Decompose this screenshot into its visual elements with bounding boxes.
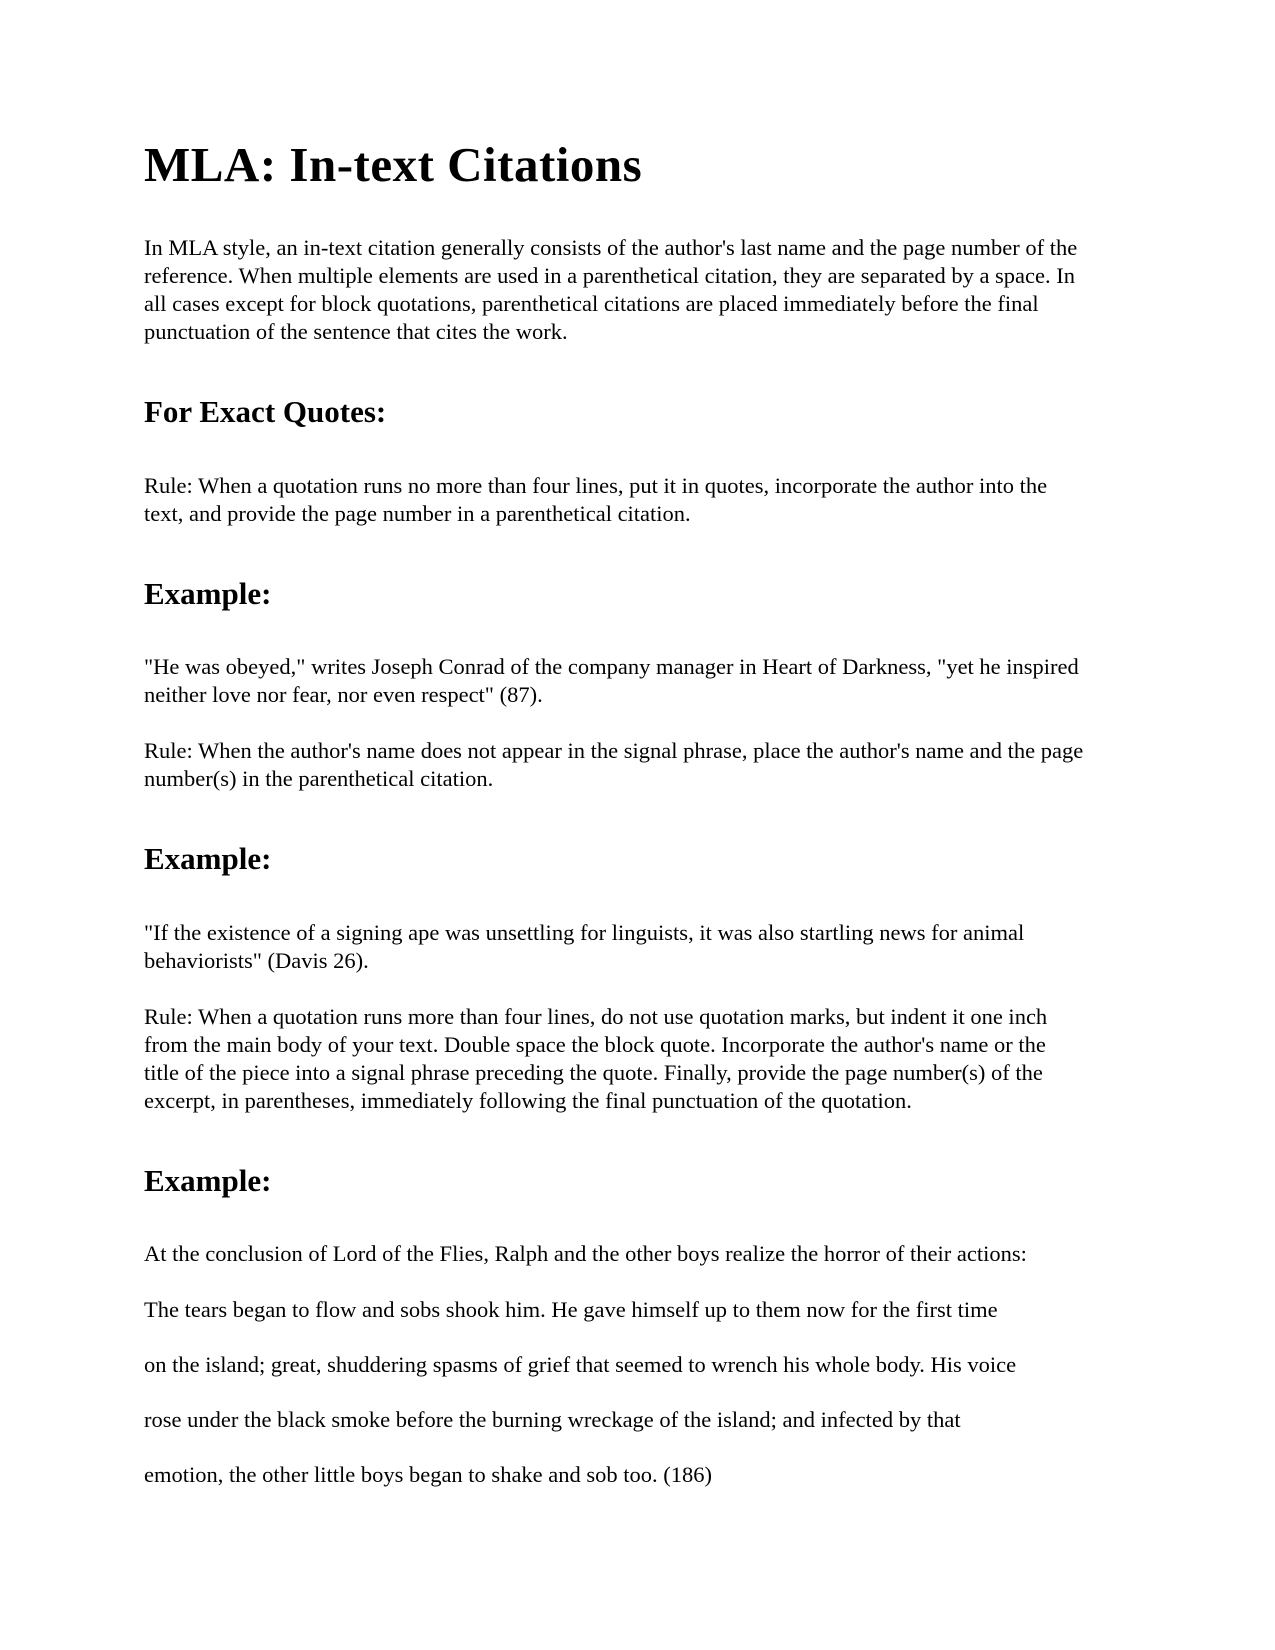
block-quote-line: rose under the black smoke before the burning wreckage of the island; and infected by that bbox=[144, 1407, 961, 1433]
heading-example-2: Example: bbox=[144, 841, 272, 877]
example-conrad-paragraph: "He was obeyed," writes Joseph Conrad of the company manager in Heart of Darkness, "yet he inspired neither love nor fear, nor even respect" (87). bbox=[144, 654, 1079, 708]
intro-paragraph: In MLA style, an in-text citation generally consists of the author's last name and the page number of the reference. When multiple elements are used in a parenthetical citation, they are separated by a space. In all cases except for block quotations, parenthetical citations are placed immediately before the final punctuation of the sentence that cites the work. bbox=[144, 234, 1078, 344]
block-quote-line: emotion, the other little boys began to shake and sob too. (186) bbox=[144, 1462, 713, 1488]
example-block-intro-paragraph: At the conclusion of Lord of the Flies, Ralph and the other boys realize the horror of their actions: bbox=[144, 1241, 1027, 1267]
block-quote-line: The tears began to flow and sobs shook him. He gave himself up to them now for the first time bbox=[144, 1297, 998, 1323]
heading-for-exact-quotes: For Exact Quotes: bbox=[144, 393, 387, 429]
example-davis-paragraph: "If the existence of a signing ape was unsettling for linguists, it was also startling news for animal behaviorists" (Davis 26). bbox=[144, 919, 1025, 973]
rule-short-quote-paragraph: Rule: When a quotation runs no more than four lines, put it in quotes, incorporate the author into the text, and provide the page number in a parenthetical citation. bbox=[144, 472, 1048, 526]
block-quote bbox=[144, 1296, 1084, 1489]
page-title: MLA: In-text Citations bbox=[144, 137, 643, 192]
rule-block-quote-paragraph: Rule: When a quotation runs more than four lines, do not use quotation marks, but indent it one inch from the main body of your text. Double space the block quote. Incorporate the author's name or the title of the piece into a signal phrase preceding the quote. Finally, provide the page number(s) of the excerpt, in parentheses, immediately following the final punctuation of the quotation. bbox=[144, 1003, 1048, 1113]
document-content bbox=[144, 138, 1084, 1489]
heading-example-1: Example: bbox=[144, 575, 272, 611]
heading-example-3: Example: bbox=[144, 1162, 272, 1198]
block-quote-line: on the island; great, shuddering spasms of grief that seemed to wrench his whole body. His voice bbox=[144, 1352, 1017, 1378]
rule-no-signal-phrase-paragraph: Rule: When the author's name does not appear in the signal phrase, place the author's name and the page number(s) in the parenthetical citation. bbox=[144, 738, 1084, 792]
